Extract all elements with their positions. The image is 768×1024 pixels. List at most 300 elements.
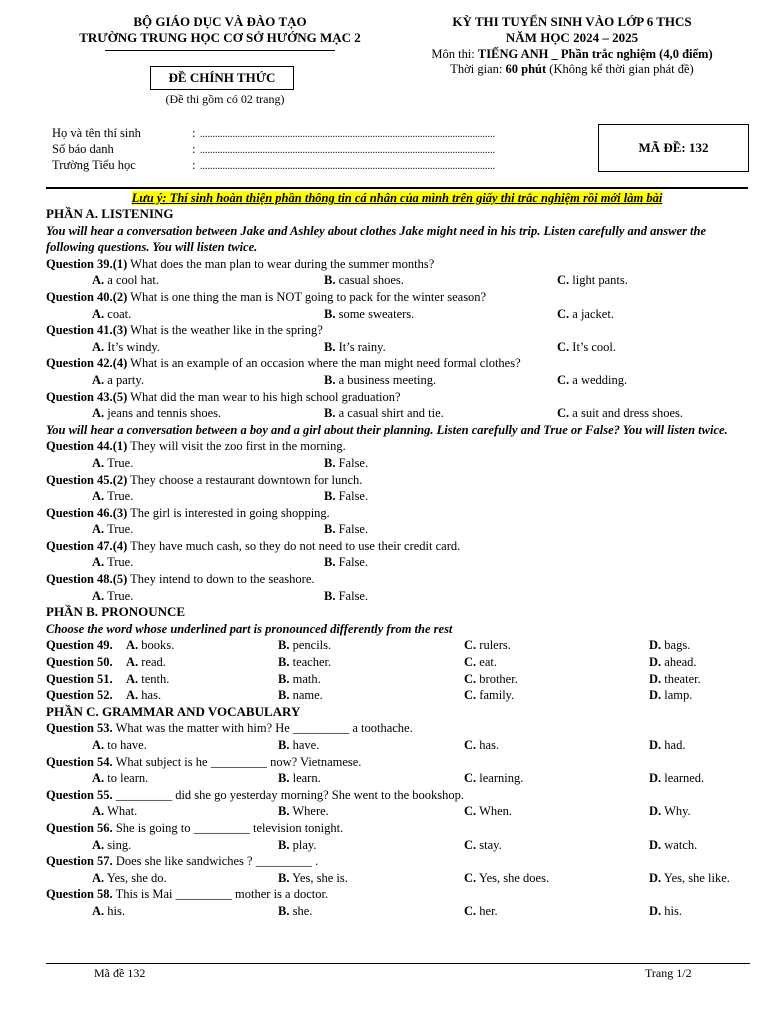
option-text: had. [664,738,686,752]
question-label: Question 52. [46,688,113,703]
option-letter: D. [649,638,662,653]
option-letter: A. [92,555,105,570]
question-line [46,886,750,903]
option-letter: B. [324,555,336,570]
option-text: jeans and tennis shoes. [107,406,222,421]
options-row [46,803,750,820]
option-b[interactable] [324,339,386,356]
option-letter: A. [92,306,105,321]
question-item [46,389,750,422]
question-item [46,289,750,322]
option-text: True. [107,455,134,470]
option-c[interactable] [464,671,518,688]
option-c[interactable] [464,687,514,704]
option-c[interactable] [464,654,497,671]
option-text: his. [107,903,125,918]
option-text: Yes, she does. [478,870,550,885]
option-d[interactable] [649,803,691,820]
option-letter: C. [464,837,477,852]
option-text: a party. [107,372,144,387]
option-b[interactable] [324,521,368,538]
pronounce-questions [46,637,750,703]
question-item [46,256,750,289]
question-label: Question 57. [46,854,113,869]
option-text: It’s cool. [572,339,617,354]
question-item [46,853,750,886]
option-text: math. [292,671,321,686]
option-text: tenth. [141,671,170,686]
question-line [46,289,750,306]
option-b[interactable] [278,870,348,887]
question-label: Question 49. [46,638,113,653]
option-text: True. [107,522,134,537]
question-item [46,787,750,820]
option-letter: A. [92,339,105,354]
question-number: (5) [112,572,128,587]
option-b[interactable] [278,671,321,688]
option-a[interactable] [92,588,133,605]
option-text: False. [338,455,369,470]
option-text: to learn. [107,771,149,786]
id-row [52,141,495,157]
option-letter: B. [324,588,336,603]
option-letter: B. [278,837,290,852]
question-label: Question 58. [46,887,113,902]
part-b-title: PHẦN B. PRONOUNCE [46,604,186,620]
option-a[interactable] [92,770,148,787]
options-row [46,372,750,389]
options-row [46,272,750,289]
option-letter: A. [92,489,105,504]
option-d[interactable] [649,770,704,787]
option-d[interactable] [649,837,697,854]
option-a[interactable] [92,488,133,505]
option-letter: A. [92,837,105,852]
id-field[interactable]: ...................................................................................................................... [200,145,495,156]
question-label: Question 56. [46,820,113,835]
colon: : [192,142,196,156]
header-right [392,14,752,77]
top-divider [46,187,748,189]
option-c[interactable] [464,870,549,887]
question-item [46,571,750,604]
question-text: They have much cash, so they do not need to use their credit card. [127,538,461,553]
option-a[interactable] [126,671,169,688]
option-c[interactable] [557,272,628,289]
question-label: Question 46. [46,505,113,520]
question-item [46,637,750,654]
option-letter: D. [649,903,662,918]
time-note: (Không kể thời gian phát đề) [546,62,694,76]
question-number: (3) [112,323,128,338]
options-row [46,737,750,754]
option-text: rulers. [479,638,511,653]
option-letter: A. [92,903,105,918]
option-c[interactable] [464,637,511,654]
option-a[interactable] [92,521,133,538]
option-letter: A. [92,870,105,885]
option-text: light pants. [572,273,628,288]
option-letter: B. [278,903,290,918]
option-c[interactable] [464,737,499,754]
option-text: Yes, she do. [106,870,167,885]
option-b[interactable] [278,737,319,754]
option-letter: D. [649,804,662,819]
option-letter: C. [464,738,477,752]
header-divider [105,50,335,51]
question-text: What did the man wear to his high school graduation? [127,389,401,404]
option-c[interactable] [557,339,616,356]
question-text: What subject is he _________ now? Vietnamese. [112,754,362,769]
option-c[interactable] [557,306,614,323]
option-b[interactable] [278,654,331,671]
option-text: watch. [664,837,698,852]
option-a[interactable] [92,870,167,887]
option-letter: A. [126,638,139,653]
option-a[interactable] [126,687,161,704]
bottom-divider [46,963,750,964]
option-letter: B. [324,372,336,387]
question-line [46,472,750,489]
option-text: learn. [292,771,321,786]
option-c[interactable] [557,372,627,389]
option-letter: A. [92,738,105,752]
option-b[interactable] [324,306,414,323]
question-item [46,505,750,538]
option-letter: D. [649,688,662,703]
option-text: have. [292,738,320,752]
school-year: NĂM HỌC 2024 – 2025 [505,30,639,45]
part-c-title: PHẦN C. GRAMMAR AND VOCABULARY [46,703,301,719]
question-number: (4) [112,356,128,371]
candidate-info [52,125,495,173]
option-text: a casual shirt and tie. [338,406,444,421]
option-a[interactable] [92,272,159,289]
option-letter: C. [464,671,477,686]
option-text: lamp. [664,688,693,703]
option-text: ahead. [664,655,697,670]
question-item [46,355,750,388]
question-line [46,322,750,339]
time-line [392,62,752,77]
official-stamp-box: ĐỀ CHÍNH THỨC [150,66,294,90]
question-item [46,754,750,787]
question-label: Question 53. [46,721,113,736]
option-letter: A. [126,688,139,703]
question-text: What was the matter with him? He _________ a toothache. [112,721,413,736]
option-text: bags. [664,638,691,653]
question-label: Question 41. [46,323,113,338]
subject-line [392,46,752,62]
option-b[interactable] [278,837,316,854]
question-number: (1) [112,439,128,454]
option-b[interactable] [278,803,329,820]
option-letter: C. [464,771,477,786]
listening-questions-2 [46,438,750,604]
option-d[interactable] [649,737,685,754]
option-letter: A. [126,671,139,686]
option-letter: B. [278,688,290,703]
option-text: When. [479,804,513,819]
option-text: some sweaters. [338,306,415,321]
option-a[interactable] [92,339,160,356]
question-number: (4) [112,538,128,553]
option-d[interactable] [649,654,697,671]
option-letter: D. [649,870,662,885]
option-a[interactable] [92,903,125,920]
grammar-questions [46,720,750,919]
option-text: eat. [479,655,497,670]
option-letter: B. [278,655,290,670]
option-c[interactable] [557,405,683,422]
option-text: brother. [479,671,518,686]
question-label: Question 55. [46,787,113,802]
name-field[interactable]: ...................................................................................................................... [200,129,495,140]
option-text: a business meeting. [338,372,437,387]
footer-code: Mã đề 132 [94,966,146,980]
option-b[interactable] [278,903,312,920]
question-number: (1) [112,256,128,271]
question-line [46,256,750,273]
option-text: name. [292,688,323,703]
option-c[interactable] [464,803,512,820]
question-text: What is one thing the man is NOT going to pack for the winter season? [127,289,487,304]
option-letter: A. [92,372,105,387]
option-text: Yes, she like. [663,870,730,885]
option-b[interactable] [324,405,444,422]
options-row [46,405,750,422]
option-b[interactable] [324,588,368,605]
option-letter: B. [278,671,290,686]
question-line [46,787,750,804]
question-item [46,538,750,571]
option-letter: B. [278,804,290,819]
options-row [46,521,750,538]
options-row [46,588,750,605]
option-text: Yes, she is. [292,870,348,885]
question-line [46,355,750,372]
option-d[interactable] [649,687,692,704]
question-item [46,322,750,355]
option-a[interactable] [92,737,147,754]
question-text: What does the man plan to wear during the summer months? [127,256,435,271]
option-text: to have. [107,738,147,752]
question-line [46,853,750,870]
option-b[interactable] [324,488,368,505]
question-label: Question 51. [46,671,113,686]
option-a[interactable] [92,405,221,422]
option-letter: C. [464,903,477,918]
option-letter: A. [92,455,105,470]
question-item [46,671,750,688]
exam-code-box: MÃ ĐỀ: 132 [598,124,749,172]
option-text: a jacket. [572,306,614,321]
question-label: Question 50. [46,655,113,670]
question-text: They will visit the zoo first in the morning. [127,439,346,454]
option-b[interactable] [324,372,436,389]
options-row [46,306,750,323]
option-letter: B. [324,273,336,288]
option-letter: B. [278,771,290,786]
question-label: Question 48. [46,572,113,587]
question-line [46,438,750,455]
option-text: Why. [664,804,691,819]
options-row [46,770,750,787]
options-row [46,870,750,887]
question-line [46,720,750,737]
option-text: a wedding. [572,372,628,387]
option-text: False. [338,555,369,570]
option-b[interactable] [324,455,368,472]
option-letter: B. [324,522,336,537]
option-text: Where. [292,804,329,819]
options-row [46,903,750,920]
question-line [46,538,750,555]
part-b-instruction: Choose the word whose underlined part is pronounced differently from the rest [46,621,453,636]
option-text: play. [292,837,317,852]
option-d[interactable] [649,637,690,654]
school-field[interactable]: ...................................................................................................................... [200,161,495,172]
question-text: She is going to _________ television tonight. [112,820,344,835]
subject-prefix: Môn thi: [431,47,478,61]
option-text: It’s rainy. [338,339,386,354]
question-text: What is an example of an occasion where the man might need formal clothes? [127,356,521,371]
option-letter: D. [649,655,662,670]
question-label: Question 44. [46,439,113,454]
option-letter: D. [649,738,662,752]
option-text: False. [338,588,369,603]
colon: : [192,126,196,140]
option-letter: C. [557,372,570,387]
option-letter: A. [92,771,105,786]
option-text: a suit and dress shoes. [572,406,684,421]
option-a[interactable] [92,837,131,854]
question-item [46,438,750,471]
option-c[interactable] [464,903,498,920]
option-d[interactable] [649,870,730,887]
question-text: What is the weather like in the spring? [127,323,323,338]
question-item [46,720,750,753]
option-a[interactable] [92,372,144,389]
option-a[interactable] [92,455,133,472]
question-line [46,389,750,406]
option-letter: B. [324,406,336,421]
exam-title: KỲ THI TUYỂN SINH VÀO LỚP 6 THCS [452,14,692,29]
question-label: Question 39. [46,256,113,271]
question-line [46,571,750,588]
option-letter: D. [649,837,662,852]
option-b[interactable] [278,637,331,654]
option-d[interactable] [649,671,701,688]
option-text: False. [338,522,369,537]
question-number: (2) [112,472,128,487]
question-item [46,820,750,853]
option-letter: B. [324,489,336,504]
option-text: theater. [664,671,701,686]
option-letter: C. [557,339,570,354]
options-row [46,455,750,472]
question-label: Question 42. [46,356,113,371]
option-c[interactable] [464,837,502,854]
time-prefix: Thời gian: [450,62,506,76]
option-letter: B. [324,339,336,354]
option-a[interactable] [126,637,174,654]
option-b[interactable] [324,272,404,289]
question-label: Question 40. [46,289,113,304]
name-row [52,125,495,141]
question-label: Question 43. [46,389,113,404]
option-letter: B. [278,638,290,653]
option-text: books. [141,638,175,653]
subject-name: TIẾNG ANH _ Phần trắc nghiệm (4,0 điểm) [477,47,713,61]
option-a[interactable] [126,654,166,671]
question-text: They intend to down to the seashore. [127,572,315,587]
part-a-instruction-1: You will hear a conversation between Jake and Ashley about clothes Jake might need in his trip. Listen carefully and answer the following questions. You will listen twice. [46,223,706,255]
id-label: Số báo danh [52,142,114,156]
part-a-title: PHẦN A. LISTENING [46,206,174,221]
option-letter: C. [464,655,477,670]
option-letter: C. [557,406,570,421]
option-text: learning. [479,771,524,786]
option-b[interactable] [278,770,321,787]
part-a-instruction-2: You will hear a conversation between a boy and a girl about their planning. Listen carefully and True or False? You will listen twice. [46,422,728,437]
option-letter: C. [557,273,570,288]
option-text: True. [107,588,134,603]
option-text: learned. [664,771,705,786]
option-text: True. [107,489,134,504]
option-text: sing. [107,837,132,852]
option-text: has. [479,738,500,752]
option-letter: A. [92,273,105,288]
option-text: teacher. [292,655,332,670]
question-item [46,886,750,919]
option-text: has. [141,688,162,703]
options-row [46,554,750,571]
question-label: Question 54. [46,754,113,769]
option-text: It’s windy. [107,339,160,354]
option-d[interactable] [649,903,682,920]
option-text: family. [479,688,515,703]
option-text: his. [664,903,682,918]
question-text: They choose a restaurant downtown for lunch. [127,472,363,487]
option-text: coat. [107,306,132,321]
option-letter: B. [278,870,290,885]
option-letter: D. [649,671,662,686]
option-letter: D. [649,771,662,786]
option-letter: A. [92,406,105,421]
notice [46,191,748,206]
option-letter: A. [92,804,105,819]
time-value: 60 phút [505,62,547,76]
option-a[interactable] [92,306,131,323]
colon: : [192,158,196,172]
option-b[interactable] [278,687,323,704]
name-label: Họ và tên thí sinh [52,126,141,140]
option-c[interactable] [464,770,523,787]
option-text: False. [338,489,369,504]
option-text: a cool hat. [107,273,159,288]
option-b[interactable] [324,554,368,571]
option-text: her. [479,903,498,918]
option-a[interactable] [92,554,133,571]
question-number: (5) [112,389,128,404]
school-label: Trường Tiểu học [52,158,136,172]
option-a[interactable] [92,803,137,820]
option-letter: A. [126,655,139,670]
option-letter: B. [324,306,336,321]
pages-note: (Đề thi gồm có 02 trang) [165,92,285,106]
notice-text: Lưu ý: Thí sinh hoàn thiện phần thông tin cá nhân của mình trên giấy thi trắc nghiệm rồi mới làm bài [131,191,663,205]
